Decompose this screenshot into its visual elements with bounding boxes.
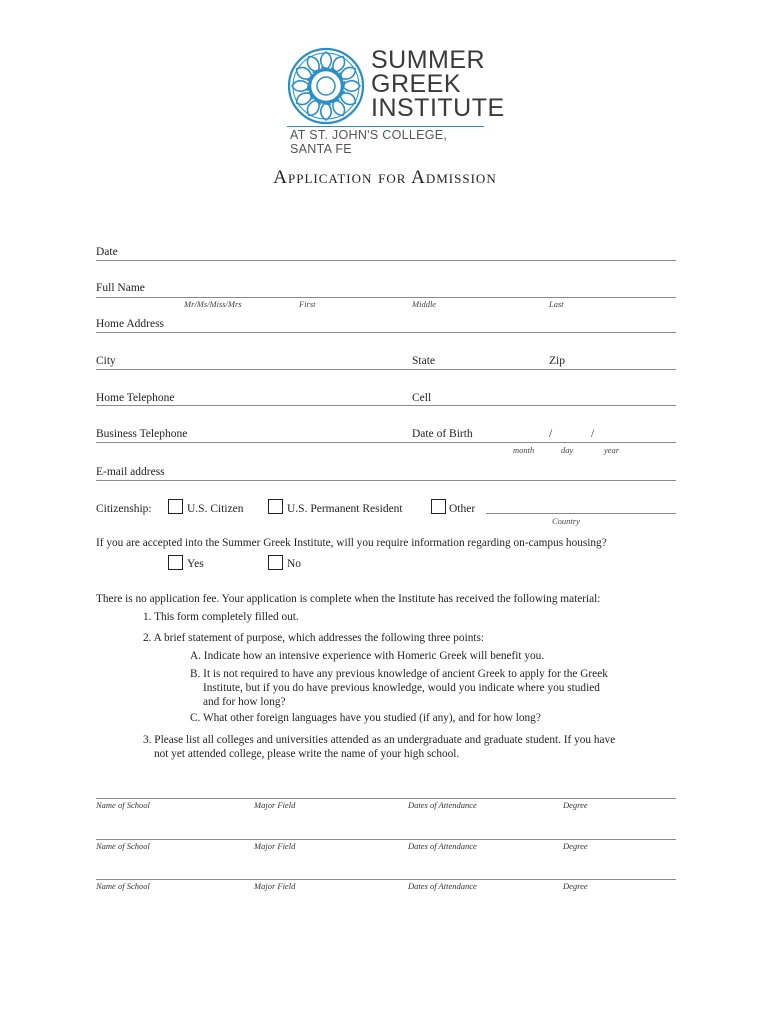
instructions-item-2c: C. What other foreign languages have you studied (if any), and for how long? <box>190 712 541 724</box>
degree-caption: Degree <box>563 800 588 810</box>
logo-subtitle: AT ST. JOHN'S COLLEGE, SANTA FE <box>290 128 448 156</box>
country-hint: Country <box>552 516 580 526</box>
date-label: Date <box>96 246 118 258</box>
instructions-item-2a: A. Indicate how an intensive experience with Homeric Greek will benefit you. <box>190 650 545 662</box>
home-telephone-field[interactable] <box>186 390 406 406</box>
email-line <box>96 480 676 481</box>
permanent-resident-checkbox[interactable] <box>268 499 283 514</box>
state-field[interactable] <box>444 353 544 369</box>
other-citizenship-label: Other <box>449 503 476 515</box>
dates-of-attendance-caption: Dates of Attendance <box>408 800 477 810</box>
home-address-label: Home Address <box>96 318 165 330</box>
name-hint-middle: Middle <box>412 299 437 309</box>
full-name-label: Full Name <box>96 282 145 294</box>
instructions-item-1: 1. This form completely filled out. <box>143 611 299 623</box>
degree-caption: Degree <box>563 881 588 891</box>
school-row-field[interactable] <box>96 780 676 796</box>
date-of-birth-label: Date of Birth <box>412 428 473 440</box>
logo-line-3: INSTITUTE <box>371 94 505 122</box>
us-citizen-checkbox[interactable] <box>168 499 183 514</box>
logo-line-1: SUMMER <box>371 46 486 74</box>
logo-divider <box>287 126 484 127</box>
housing-yes-checkbox[interactable] <box>168 555 183 570</box>
dob-hint-day: day <box>561 445 574 455</box>
rosette-emblem-icon <box>287 47 365 125</box>
school-name-caption: Name of School <box>96 881 150 891</box>
email-field[interactable] <box>172 464 676 480</box>
email-label: E-mail address <box>96 466 165 478</box>
cell-field[interactable] <box>438 390 676 406</box>
business-telephone-field[interactable] <box>198 426 406 442</box>
country-line <box>486 513 676 514</box>
dob-year-field[interactable] <box>598 426 676 442</box>
instructions-intro: There is no application fee. Your application is complete when the Institute has received the following material: <box>96 593 601 605</box>
school-row-line <box>96 839 676 840</box>
housing-question: If you are accepted into the Summer Greek Institute, will you require information regarding on-campus housing? <box>96 537 607 549</box>
degree-caption: Degree <box>563 841 588 851</box>
major-field-caption: Major Field <box>254 800 296 810</box>
state-label: State <box>412 355 435 367</box>
name-hint-last: Last <box>549 299 564 309</box>
major-field-caption: Major Field <box>254 841 296 851</box>
school-name-caption: Name of School <box>96 800 150 810</box>
home-address-line <box>96 332 676 333</box>
instructions-item-2b-line-2: Institute, but if you do have previous knowledge, would you indicate where you studied <box>203 682 600 694</box>
dates-of-attendance-caption: Dates of Attendance <box>408 841 477 851</box>
full-name-line <box>96 297 676 298</box>
city-label: City <box>96 355 116 367</box>
logo <box>287 44 505 156</box>
zip-field[interactable] <box>570 353 676 369</box>
telephone-line <box>96 405 676 406</box>
home-address-field[interactable] <box>172 316 676 332</box>
housing-no-label: No <box>287 558 302 570</box>
date-field[interactable] <box>128 244 676 260</box>
name-hint-first: First <box>299 299 316 309</box>
school-row-line <box>96 798 676 799</box>
dob-month-field[interactable] <box>480 426 544 442</box>
cell-label: Cell <box>412 392 432 404</box>
country-field[interactable] <box>486 497 676 513</box>
dates-of-attendance-caption: Dates of Attendance <box>408 881 477 891</box>
business-telephone-label: Business Telephone <box>96 428 188 440</box>
name-hint-prefix: Mr/Ms/Miss/Mrs <box>184 299 242 309</box>
other-citizenship-checkbox[interactable] <box>431 499 446 514</box>
housing-no-checkbox[interactable] <box>268 555 283 570</box>
dob-hint-year: year <box>604 445 620 455</box>
full-name-field[interactable] <box>152 280 676 296</box>
city-line <box>96 369 676 370</box>
instructions-item-2b-line-1: B. It is not required to have any previous knowledge of ancient Greek to apply for the Greek <box>190 668 608 680</box>
page-title: Application for Admission <box>273 167 497 188</box>
housing-yes-label: Yes <box>187 558 204 570</box>
date-line <box>96 260 676 261</box>
dob-day-field[interactable] <box>556 426 588 442</box>
zip-label: Zip <box>549 355 565 367</box>
citizenship-label: Citizenship: <box>96 503 152 515</box>
school-row-field[interactable] <box>96 821 676 837</box>
instructions-item-2: 2. A brief statement of purpose, which addresses the following three points: <box>143 632 485 644</box>
permanent-resident-label: U.S. Permanent Resident <box>287 503 403 515</box>
dob-slash-1: / <box>549 428 553 440</box>
logo-line-2: GREEK <box>371 70 462 98</box>
home-telephone-label: Home Telephone <box>96 392 175 404</box>
school-name-caption: Name of School <box>96 841 150 851</box>
major-field-caption: Major Field <box>254 881 296 891</box>
instructions-item-3-line-2: not yet attended college, please write the name of your high school. <box>154 748 460 760</box>
school-row-line <box>96 879 676 880</box>
dob-slash-2: / <box>591 428 595 440</box>
city-field[interactable] <box>122 353 406 369</box>
instructions-item-2b-line-3: and for how long? <box>203 696 286 708</box>
school-row-field[interactable] <box>96 861 676 877</box>
business-telephone-line <box>96 442 676 443</box>
dob-hint-month: month <box>513 445 535 455</box>
us-citizen-label: U.S. Citizen <box>187 503 244 515</box>
instructions-item-3-line-1: 3. Please list all colleges and universities attended as an undergraduate and graduate student. If you have <box>143 734 616 746</box>
